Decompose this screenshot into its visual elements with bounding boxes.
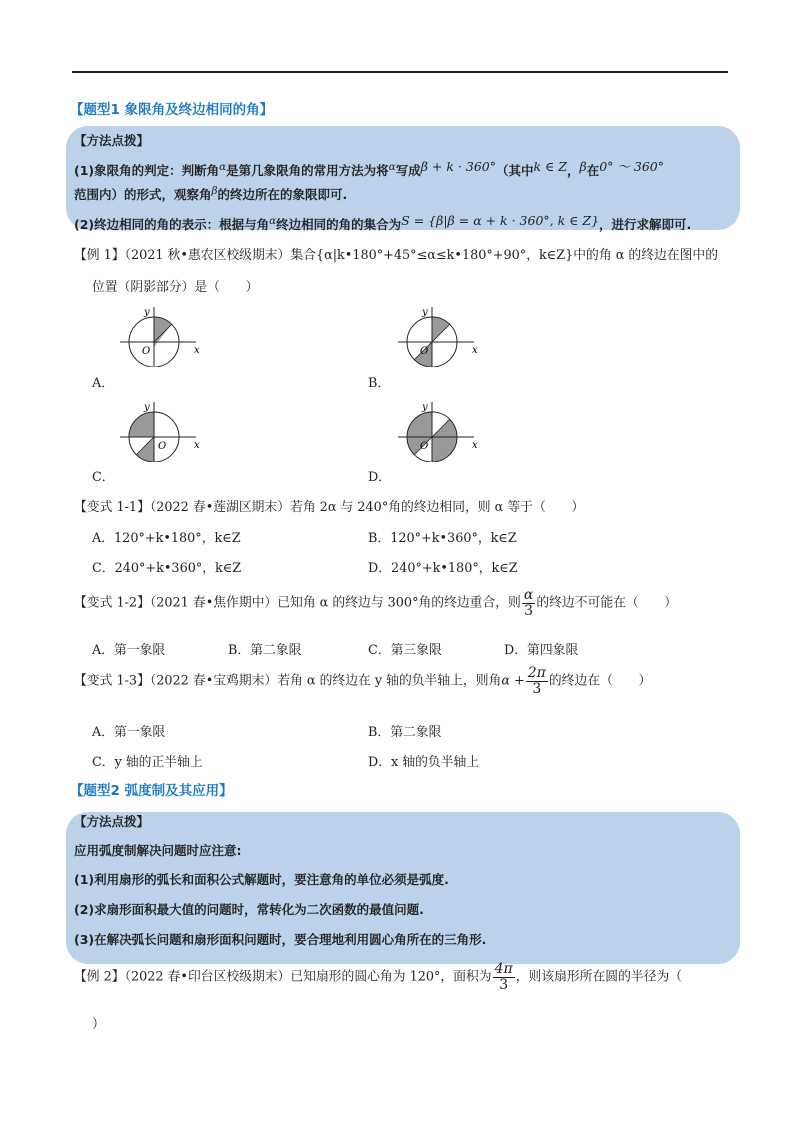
variant-1-1-option-d: D．240°+k•180°，k∈Z xyxy=(368,561,518,576)
figure-a xyxy=(118,303,204,367)
variant-1-1-option-a: A．120°+k•180°，k∈Z xyxy=(92,531,241,546)
variant-1-1-stem: 【变式 1-1】（2022 春•莲湖区期末）若角 2α 与 240°角的终边相同，则 α 等于（ ） xyxy=(74,500,585,515)
method-2-line-4: (3)在解决弧长问题和扇形面积问题时，要合理地利用圆心角所在的三角形. xyxy=(74,932,487,947)
top-rule xyxy=(72,71,728,73)
method-2-line-3: (2)求扇形面积最大值的问题时，常转化为二次函数的最值问题. xyxy=(74,902,424,917)
figure-c-origin: O xyxy=(158,441,167,452)
example-2-stem-2: ） xyxy=(92,1017,105,1032)
example-1-option-c-label: C． xyxy=(92,470,115,485)
figure-c-x-label: x xyxy=(194,440,200,451)
figure-c xyxy=(118,398,204,462)
figure-b-origin: O xyxy=(420,346,429,357)
variant-1-3-option-c: C．y 轴的正半轴上 xyxy=(92,755,203,770)
figure-c-y-label: y xyxy=(144,402,150,413)
figure-d-y-label: y xyxy=(422,402,428,413)
figure-d xyxy=(396,398,482,462)
figure-a-y-label: y xyxy=(144,307,150,318)
example-1-stem-2: 位置（阴影部分）是（ ） xyxy=(92,280,259,295)
variant-1-2-option-d: D．第四象限 xyxy=(504,643,579,658)
variant-1-1-option-b: B．120°+k•360°，k∈Z xyxy=(368,531,517,546)
method-1-line-3: (2)终边相同的角的表示：根据与角$^\alpha$终边相同的角的集合为S = {β|β = α + k · 360°, k ∈ Z}，进行求解即可. xyxy=(74,213,692,232)
figure-b-x-label: x xyxy=(472,345,478,356)
method-1-line-1: (1)象限角的判定：判断角$^\alpha$是第几象限角的常用方法为将$^\alpha$写成β + k · 360°（其中k ∈ Z，β在0° ～ 360° xyxy=(74,159,664,178)
figure-a-x-label: x xyxy=(194,345,200,356)
figure-c-sector-1 xyxy=(129,412,154,437)
figure-d-origin: O xyxy=(420,441,429,452)
example-1-option-d-label: D． xyxy=(368,470,392,485)
variant-1-3-option-d: D．x 轴的负半轴上 xyxy=(368,755,480,770)
topic-1-title: 【题型1 象限角及终边相同的角】 xyxy=(70,102,274,118)
figure-c-sector-2 xyxy=(136,437,154,462)
topic-2-title: 【题型2 弧度制及其应用】 xyxy=(70,783,233,799)
figure-b-sector-1 xyxy=(432,317,450,342)
variant-1-2-option-a: A．第一象限 xyxy=(92,643,166,658)
example-2-stem: 【例 2】（2022 春•印台区校级期末）已知扇形的圆心角为 120°，面积为 $\frac{4\pi}{3}$ ，则该扇形所在圆的半径为（ xyxy=(74,961,683,993)
figure-a-sector xyxy=(154,317,172,342)
figure-b xyxy=(396,303,482,367)
method-2-line-2: (1)利用扇形的弧长和面积公式解题时，要注意角的单位必须是弧度. xyxy=(74,872,449,887)
variant-1-2-option-c: C．第三象限 xyxy=(368,643,442,658)
variant-1-3-option-b: B．第二象限 xyxy=(368,725,442,740)
variant-1-3-option-a: A．第一象限 xyxy=(92,725,166,740)
figure-d-x-label: x xyxy=(472,440,478,451)
figure-a-origin: O xyxy=(142,346,151,357)
example-1-option-b-label: B． xyxy=(368,376,391,391)
method-2-line-1: 应用弧度制解决问题时应注意: xyxy=(74,843,242,858)
method-1-line-2: 范围内）的形式，观察角$^\beta$的终边所在的象限即可. xyxy=(74,185,348,203)
method-1-heading: 【方法点拨】 xyxy=(74,133,150,148)
variant-1-3-stem: 【变式 1-3】（2022 春•宝鸡期末）若角 α 的终边在 y 轴的负半轴上，则角α + $\frac{2\pi}{3}$ 的终边在（ ） xyxy=(74,665,652,697)
example-1-option-a-label: A． xyxy=(92,376,115,391)
example-1-stem: 【例 1】（2021 秋•惠农区校级期末）集合{α|k•180°+45°≤α≤k•180°+90°，k∈Z}中的角 α 的终边在图中的 xyxy=(74,248,718,263)
variant-1-2-stem: 【变式 1-2】（2021 春•焦作期中）已知角 α 的终边与 300°角的终边重合，则 $\frac{\alpha}{3}$ 的终边不可能在（ ） xyxy=(74,587,678,619)
figure-b-y-label: y xyxy=(422,307,428,318)
variant-1-2-option-b: B．第二象限 xyxy=(228,643,302,658)
method-2-heading: 【方法点拨】 xyxy=(74,814,150,829)
variant-1-1-option-c: C．240°+k•360°，k∈Z xyxy=(92,561,242,576)
